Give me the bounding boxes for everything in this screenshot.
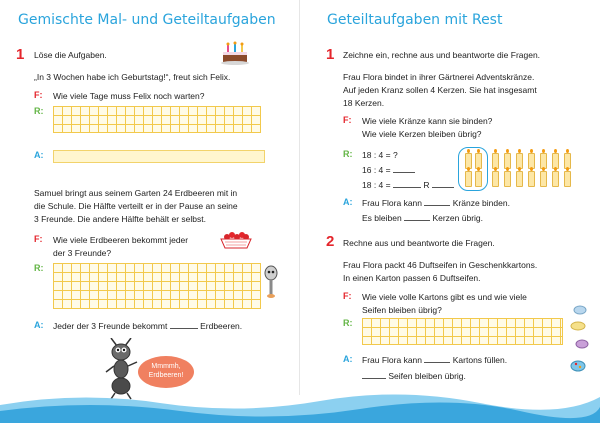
- calculation-line: 18 : 4 = ?: [362, 150, 398, 160]
- calculation-label: R:: [343, 318, 353, 328]
- task-instruction: Löse die Aufgaben.: [34, 50, 107, 60]
- right-page: [300, 0, 600, 423]
- answer-text: Es bleiben: [362, 213, 402, 223]
- task-number: 1: [326, 46, 335, 63]
- question-text: Wie viele Kerzen bleiben übrig?: [362, 129, 482, 139]
- candle: [475, 171, 482, 187]
- answer-sentence: [53, 320, 242, 332]
- calculation-label: R:: [34, 106, 44, 116]
- answer-blank[interactable]: [170, 328, 198, 329]
- calculation-line: [362, 179, 454, 191]
- candle: [504, 171, 511, 187]
- answer-blank[interactable]: [424, 205, 450, 206]
- question-label: F:: [34, 234, 43, 244]
- answer-text: Erdbeeren.: [200, 321, 243, 331]
- question-label: F:: [343, 115, 352, 125]
- answer-sentence: [362, 197, 510, 209]
- candle: [465, 171, 472, 187]
- task-number: 1: [16, 46, 25, 63]
- calculation-blank[interactable]: [393, 187, 421, 188]
- question-label: F:: [343, 291, 352, 301]
- answer-field[interactable]: [53, 150, 265, 163]
- right-page-title: Geteiltaufgaben mit Rest: [327, 12, 503, 28]
- remainder-blank[interactable]: [432, 187, 454, 188]
- answer-label: A:: [34, 150, 44, 160]
- task-text-line: Frau Flora packt 46 Duftseifen in Geschenkkartons.: [343, 260, 538, 270]
- calculation-text: 16 : 4 =: [362, 165, 391, 175]
- question-text: Wie viele volle Kartons gibt es und wie viele: [362, 292, 527, 302]
- candle: [564, 171, 571, 187]
- task-text-line: In einen Karton passen 6 Duftseifen.: [343, 273, 481, 283]
- answer-sentence: [362, 212, 483, 224]
- question-text: Wie viele Kränze kann sie binden?: [362, 116, 493, 126]
- candle: [516, 171, 523, 187]
- question-text: der 3 Freunde?: [53, 248, 112, 258]
- calculation-label: R:: [343, 149, 353, 159]
- calculation-blank[interactable]: [393, 172, 415, 173]
- answer-text: Kerzen übrig.: [432, 213, 484, 223]
- answer-sentence: [362, 354, 507, 366]
- calculation-grid[interactable]: [53, 106, 261, 133]
- birthday-cake-icon: [220, 40, 250, 66]
- answer-blank[interactable]: [404, 220, 430, 221]
- answer-text: Frau Flora kann: [362, 198, 422, 208]
- answer-text: Jeder der 3 Freunde bekommt: [53, 321, 168, 331]
- soap-icons: [564, 304, 596, 376]
- speech-text: Mmmmh, Erdbeeren!: [148, 363, 184, 379]
- task-text-line: Frau Flora bindet in ihrer Gärtnerei Adventskränze.: [343, 72, 535, 82]
- question-text: Wie viele Erdbeeren bekommt jeder: [53, 235, 189, 245]
- answer-text: Kränze binden.: [452, 198, 510, 208]
- question-text: Seifen bleiben übrig?: [362, 305, 442, 315]
- calculation-grid[interactable]: [53, 263, 261, 309]
- candle: [540, 171, 547, 187]
- task-text-line: 18 Kerzen.: [343, 98, 385, 108]
- answer-blank[interactable]: [362, 378, 386, 379]
- answer-label: A:: [343, 354, 353, 364]
- calculation-grid[interactable]: [362, 318, 563, 345]
- task-text-line: die Schule. Die Hälfte verteilt er in der Pause an seine: [34, 201, 238, 211]
- remainder-label: R: [423, 180, 430, 190]
- answer-text: Frau Flora kann: [362, 355, 422, 365]
- calculation-text: 18 : 4 =: [362, 180, 391, 190]
- calculation-line: [362, 164, 415, 176]
- spoon-character-icon: [262, 265, 280, 299]
- task-text-line: Samuel bringt aus seinem Garten 24 Erdbeeren mit in: [34, 188, 238, 198]
- candle: [492, 171, 499, 187]
- task-quote: „In 3 Wochen habe ich Geburtstag!“, freut sich Felix.: [34, 72, 231, 82]
- task-text-line: 3 Freunde. Die andere Hälfte behält er selbst.: [34, 214, 206, 224]
- candle: [528, 171, 535, 187]
- question-text: Wie viele Tage muss Felix noch warten?: [53, 91, 205, 101]
- task-instruction: Zeichne ein, rechne aus und beantworte die Fragen.: [343, 50, 541, 60]
- answer-sentence: [362, 370, 466, 382]
- answer-label: A:: [343, 197, 353, 207]
- task-number: 2: [326, 233, 335, 250]
- answer-label: A:: [34, 320, 44, 330]
- task-instruction: Rechne aus und beantworte die Fragen.: [343, 238, 495, 248]
- question-label: F:: [34, 90, 43, 100]
- answer-text: Kartons füllen.: [452, 355, 508, 365]
- bottom-wave-decoration: [0, 383, 600, 423]
- answer-text: Seifen bleiben übrig.: [388, 371, 466, 381]
- left-page-title: Gemischte Mal- und Geteiltaufgaben: [18, 12, 276, 28]
- answer-blank[interactable]: [424, 362, 450, 363]
- strawberry-basket-icon: [219, 230, 253, 250]
- candle-group-circle: [458, 147, 488, 191]
- calculation-label: R:: [34, 263, 44, 273]
- task-text-line: Auf jeden Kranz sollen 4 Kerzen. Sie hat insgesamt: [343, 85, 537, 95]
- candle: [552, 171, 559, 187]
